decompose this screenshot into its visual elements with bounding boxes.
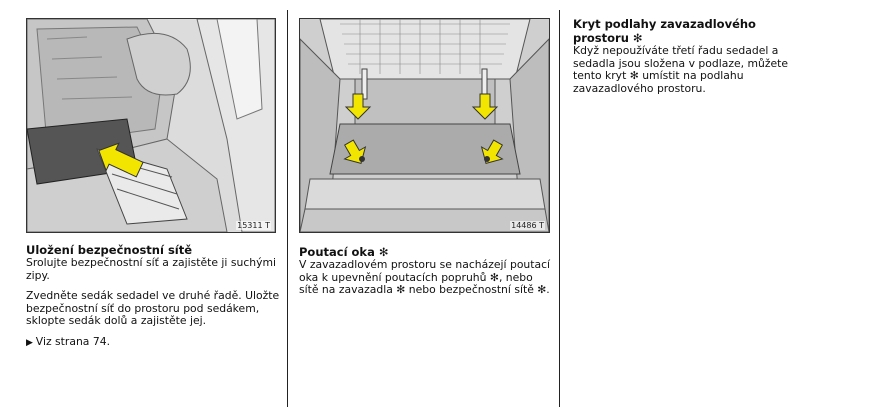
column-lashing-eyes: [299, 245, 554, 297]
column-divider-1: [287, 10, 288, 407]
page-reference-link[interactable]: ▶ Viz strana 74.: [26, 336, 281, 350]
figure-lashing-eyes: [299, 18, 550, 233]
paragraph: Zvedněte sedák sedadel ve druhé řadě. Uložte bezpečnostní síť do prostoru pod sedákem, sklopte sedák dolů a zajistěte jej.: [26, 289, 280, 328]
figure-seat-net-storage: [26, 18, 276, 233]
column-floor-cover: [573, 17, 813, 95]
section-heading: Poutací oka ✻: [299, 245, 389, 259]
figure-number: 14486 T: [511, 221, 544, 230]
section-heading: Kryt podlahy zavazadlového prostoru ✻: [573, 17, 756, 45]
column-seat-net: [26, 243, 281, 350]
paragraph: V zavazadlovém prostoru se nacházejí poutací oka k upevnění poutacích popruhů ✻, nebo sítě na zavazadla ✻ nebo bezpečnostní sítě ✻.: [299, 258, 551, 297]
section-heading: Uložení bezpečnostní sítě: [26, 243, 193, 257]
paragraph: Srolujte bezpečnostní síť a zajistěte ji suchými zipy.: [26, 256, 277, 282]
column-divider-2: [559, 10, 560, 407]
figure-number: 15311 T: [237, 221, 270, 230]
paragraph: Když nepoužíváte třetí řadu sedadel a sedadla jsou složena v podlaze, můžete tento kryt ✻ umístit na podlahu zavazadlového prostoru.: [573, 44, 789, 95]
